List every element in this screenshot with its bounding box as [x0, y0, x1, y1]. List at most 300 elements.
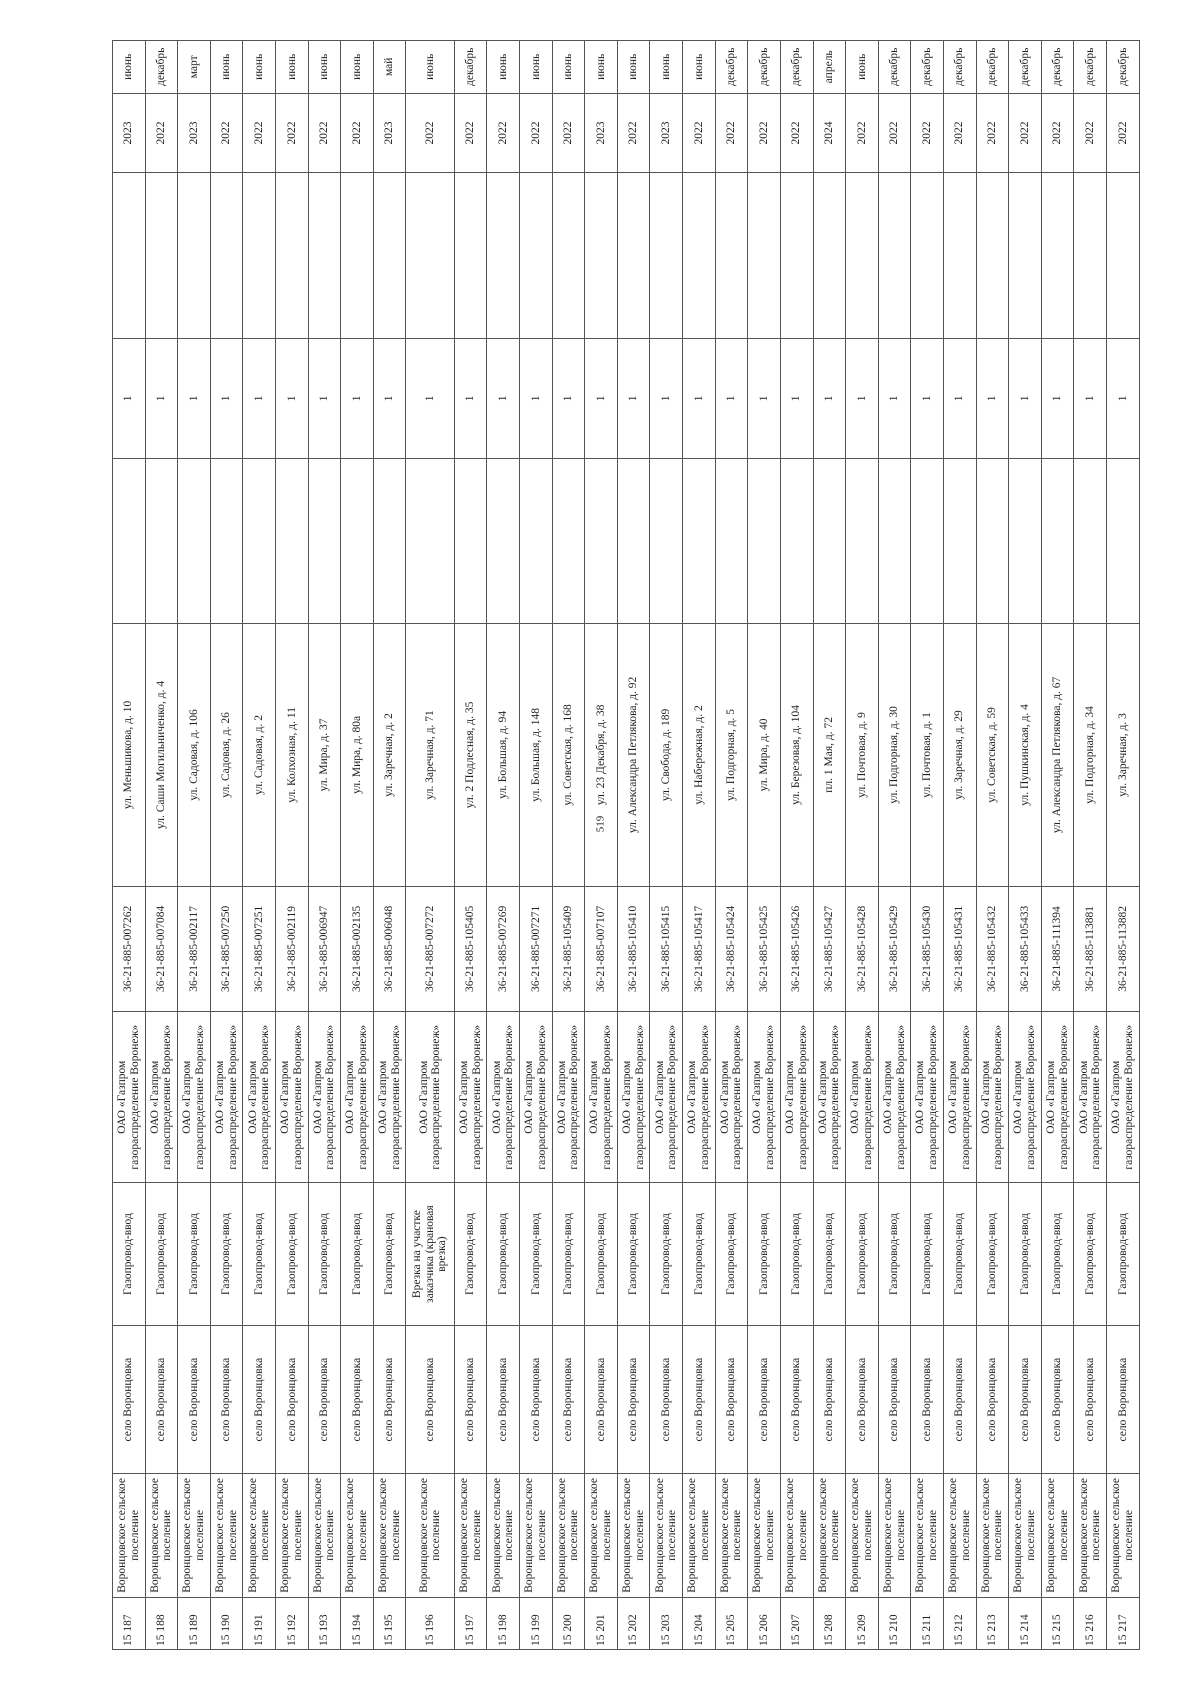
- cadastral-number-cell: 36-21-885-105417: [683, 886, 716, 1012]
- locality-cell: село Воронцовка: [341, 1325, 374, 1473]
- row-number: 15 208: [813, 1597, 846, 1649]
- empty-cell: [780, 173, 813, 338]
- quantity-cell: 1: [210, 338, 243, 458]
- month-cell: декабрь: [943, 41, 976, 94]
- owner-cell: ОАО «Газпром газораспределение Воронеж»: [243, 1012, 276, 1183]
- address-cell: ул. Садовая, д. 2: [243, 624, 276, 886]
- cadastral-number-cell: 36-21-885-105433: [1009, 886, 1042, 1012]
- locality-cell: село Воронцовка: [520, 1325, 553, 1473]
- row-number: 15 197: [454, 1597, 487, 1649]
- table-row: [178, 41, 211, 1650]
- table-row: [1009, 41, 1042, 1650]
- empty-cell: [617, 173, 650, 338]
- owner-cell: ОАО «Газпром газораспределение Воронеж»: [406, 1012, 454, 1183]
- owner-cell: ОАО «Газпром газораспределение Воронеж»: [911, 1012, 944, 1183]
- table-row: [650, 41, 683, 1650]
- municipality-cell: Воронцовское сельское поселение: [943, 1474, 976, 1597]
- object-type-cell: Газопровод-ввод: [487, 1183, 520, 1326]
- quantity-cell: 1: [308, 338, 341, 458]
- row-number: 15 191: [243, 1597, 276, 1649]
- month-cell: июнь: [683, 41, 716, 94]
- address-cell: ул. Большая, д. 94: [487, 624, 520, 886]
- object-type-cell: Газопровод-ввод: [1041, 1183, 1074, 1326]
- year-cell: 2022: [341, 93, 374, 173]
- municipality-cell: Воронцовское сельское поселение: [715, 1474, 748, 1597]
- month-cell: март: [178, 41, 211, 94]
- quantity-cell: 1: [1106, 338, 1139, 458]
- owner-cell: ОАО «Газпром газораспределение Воронеж»: [813, 1012, 846, 1183]
- quantity-cell: 1: [813, 338, 846, 458]
- owner-cell: ОАО «Газпром газораспределение Воронеж»: [780, 1012, 813, 1183]
- municipality-cell: Воронцовское сельское поселение: [145, 1474, 178, 1597]
- empty-cell: [976, 173, 1009, 338]
- empty-cell: [976, 458, 1009, 623]
- row-number: 15 202: [617, 1597, 650, 1649]
- empty-cell: [373, 173, 406, 338]
- address-cell: ул. Саши Могильниченко, д. 4: [145, 624, 178, 886]
- empty-cell: [210, 173, 243, 338]
- object-type-cell: Газопровод-ввод: [178, 1183, 211, 1326]
- row-number: 15 216: [1074, 1597, 1107, 1649]
- address-cell: ул. Колхозная, д. 11: [276, 624, 309, 886]
- month-cell: декабрь: [911, 41, 944, 94]
- address-cell: ул. Большая, д. 148: [520, 624, 553, 886]
- year-cell: 2023: [585, 93, 618, 173]
- municipality-cell: Воронцовское сельское поселение: [1074, 1474, 1107, 1597]
- year-cell: 2023: [178, 93, 211, 173]
- year-cell: 2022: [406, 93, 454, 173]
- municipality-cell: Воронцовское сельское поселение: [1106, 1474, 1139, 1597]
- year-cell: 2022: [1074, 93, 1107, 173]
- cadastral-number-cell: 36-21-885-105428: [846, 886, 879, 1012]
- quantity-cell: 1: [715, 338, 748, 458]
- row-number: 15 193: [308, 1597, 341, 1649]
- month-cell: июнь: [650, 41, 683, 94]
- locality-cell: село Воронцовка: [748, 1325, 781, 1473]
- year-cell: 2022: [276, 93, 309, 173]
- empty-cell: [341, 458, 374, 623]
- quantity-cell: 1: [748, 338, 781, 458]
- empty-cell: [715, 173, 748, 338]
- owner-cell: ОАО «Газпром газораспределение Воронеж»: [520, 1012, 553, 1183]
- cadastral-number-cell: 36-21-885-002119: [276, 886, 309, 1012]
- empty-cell: [1074, 458, 1107, 623]
- empty-cell: [780, 458, 813, 623]
- month-cell: июнь: [308, 41, 341, 94]
- object-type-cell: Газопровод-ввод: [520, 1183, 553, 1326]
- locality-cell: село Воронцовка: [617, 1325, 650, 1473]
- empty-cell: [113, 173, 146, 338]
- empty-cell: [243, 173, 276, 338]
- row-number: 15 204: [683, 1597, 716, 1649]
- address-cell: ул. Мира, д. 40: [748, 624, 781, 886]
- row-number: 15 196: [406, 1597, 454, 1649]
- month-cell: декабрь: [780, 41, 813, 94]
- owner-cell: ОАО «Газпром газораспределение Воронеж»: [1009, 1012, 1042, 1183]
- month-cell: июнь: [210, 41, 243, 94]
- row-number: 15 194: [341, 1597, 374, 1649]
- row-number: 15 212: [943, 1597, 976, 1649]
- owner-cell: ОАО «Газпром газораспределение Воронеж»: [210, 1012, 243, 1183]
- cadastral-number-cell: 36-21-885-007250: [210, 886, 243, 1012]
- address-cell: ул. Заречная, д. 29: [943, 624, 976, 886]
- municipality-cell: Воронцовское сельское поселение: [552, 1474, 585, 1597]
- object-type-cell: Газопровод-ввод: [748, 1183, 781, 1326]
- municipality-cell: Воронцовское сельское поселение: [976, 1474, 1009, 1597]
- address-cell: ул. Пушкинская, д. 4: [1009, 624, 1042, 886]
- year-cell: 2022: [145, 93, 178, 173]
- year-cell: 2022: [520, 93, 553, 173]
- locality-cell: село Воронцовка: [406, 1325, 454, 1473]
- object-type-cell: Газопровод-ввод: [243, 1183, 276, 1326]
- municipality-cell: Воронцовское сельское поселение: [585, 1474, 618, 1597]
- row-number: 15 189: [178, 1597, 211, 1649]
- table-row: [878, 41, 911, 1650]
- cadastral-number-cell: 36-21-885-007107: [585, 886, 618, 1012]
- address-cell: ул. Александра Петлякова, д. 67: [1041, 624, 1074, 886]
- empty-cell: [846, 458, 879, 623]
- year-cell: 2022: [487, 93, 520, 173]
- empty-cell: [210, 458, 243, 623]
- owner-cell: ОАО «Газпром газораспределение Воронеж»: [748, 1012, 781, 1183]
- object-type-cell: Газопровод-ввод: [1106, 1183, 1139, 1326]
- municipality-cell: Воронцовское сельское поселение: [911, 1474, 944, 1597]
- locality-cell: село Воронцовка: [683, 1325, 716, 1473]
- object-type-cell: Газопровод-ввод: [210, 1183, 243, 1326]
- row-number: 15 206: [748, 1597, 781, 1649]
- object-type-cell: Газопровод-ввод: [650, 1183, 683, 1326]
- month-cell: май: [373, 41, 406, 94]
- municipality-cell: Воронцовское сельское поселение: [406, 1474, 454, 1597]
- month-cell: декабрь: [1041, 41, 1074, 94]
- empty-cell: [878, 173, 911, 338]
- address-cell: ул. Подгорная, д. 5: [715, 624, 748, 886]
- quantity-cell: 1: [520, 338, 553, 458]
- year-cell: 2024: [813, 93, 846, 173]
- owner-cell: ОАО «Газпром газораспределение Воронеж»: [585, 1012, 618, 1183]
- month-cell: июнь: [276, 41, 309, 94]
- empty-cell: [454, 458, 487, 623]
- table-row: [813, 41, 846, 1650]
- object-type-cell: Газопровод-ввод: [1074, 1183, 1107, 1326]
- quantity-cell: 1: [878, 338, 911, 458]
- row-number: 15 214: [1009, 1597, 1042, 1649]
- empty-cell: [943, 458, 976, 623]
- table-row: [683, 41, 716, 1650]
- address-cell: ул. Мира, д. 37: [308, 624, 341, 886]
- object-type-cell: Газопровод-ввод: [1009, 1183, 1042, 1326]
- year-cell: 2022: [911, 93, 944, 173]
- year-cell: 2022: [943, 93, 976, 173]
- empty-cell: [178, 173, 211, 338]
- table-row: [373, 41, 406, 1650]
- municipality-cell: Воронцовское сельское поселение: [878, 1474, 911, 1597]
- cadastral-number-cell: 36-21-885-105426: [780, 886, 813, 1012]
- empty-cell: [308, 173, 341, 338]
- page-number: 519: [594, 815, 607, 833]
- cadastral-number-cell: 36-21-885-105409: [552, 886, 585, 1012]
- quantity-cell: 1: [552, 338, 585, 458]
- address-cell: ул. Мира, д. 80а: [341, 624, 374, 886]
- locality-cell: село Воронцовка: [878, 1325, 911, 1473]
- quantity-cell: 1: [373, 338, 406, 458]
- address-cell: ул. Садовая, д. 26: [210, 624, 243, 886]
- address-cell: ул. Набережная, д. 2: [683, 624, 716, 886]
- locality-cell: село Воронцовка: [911, 1325, 944, 1473]
- year-cell: 2022: [243, 93, 276, 173]
- cadastral-number-cell: 36-21-885-111394: [1041, 886, 1074, 1012]
- object-type-cell: Газопровод-ввод: [715, 1183, 748, 1326]
- table-row: [748, 41, 781, 1650]
- locality-cell: село Воронцовка: [976, 1325, 1009, 1473]
- municipality-cell: Воронцовское сельское поселение: [276, 1474, 309, 1597]
- month-cell: декабрь: [454, 41, 487, 94]
- table-row: [487, 41, 520, 1650]
- quantity-cell: 1: [487, 338, 520, 458]
- empty-cell: [454, 173, 487, 338]
- cadastral-number-cell: 36-21-885-105431: [943, 886, 976, 1012]
- address-cell: ул. Советская, д. 168: [552, 624, 585, 886]
- table-row: [243, 41, 276, 1650]
- empty-cell: [683, 458, 716, 623]
- owner-cell: ОАО «Газпром газораспределение Воронеж»: [341, 1012, 374, 1183]
- address-cell: ул. Александра Петлякова, д. 92: [617, 624, 650, 886]
- row-number: 15 217: [1106, 1597, 1139, 1649]
- empty-cell: [1074, 173, 1107, 338]
- year-cell: 2022: [552, 93, 585, 173]
- object-type-cell: Газопровод-ввод: [585, 1183, 618, 1326]
- locality-cell: село Воронцовка: [210, 1325, 243, 1473]
- quantity-cell: 1: [650, 338, 683, 458]
- empty-cell: [878, 458, 911, 623]
- year-cell: 2022: [748, 93, 781, 173]
- empty-cell: [911, 458, 944, 623]
- owner-cell: ОАО «Газпром газораспределение Воронеж»: [683, 1012, 716, 1183]
- address-cell: ул. Заречная, д. 2: [373, 624, 406, 886]
- locality-cell: село Воронцовка: [145, 1325, 178, 1473]
- row-number: 15 203: [650, 1597, 683, 1649]
- empty-cell: [276, 173, 309, 338]
- empty-cell: [650, 458, 683, 623]
- table-row: [715, 41, 748, 1650]
- owner-cell: ОАО «Газпром газораспределение Воронеж»: [113, 1012, 146, 1183]
- year-cell: 2022: [846, 93, 879, 173]
- empty-cell: [145, 173, 178, 338]
- cadastral-number-cell: 36-21-885-105415: [650, 886, 683, 1012]
- empty-cell: [1106, 458, 1139, 623]
- owner-cell: ОАО «Газпром газораспределение Воронеж»: [276, 1012, 309, 1183]
- month-cell: июнь: [341, 41, 374, 94]
- locality-cell: село Воронцовка: [943, 1325, 976, 1473]
- object-type-cell: Газопровод-ввод: [341, 1183, 374, 1326]
- locality-cell: село Воронцовка: [1074, 1325, 1107, 1473]
- table-row: [145, 41, 178, 1650]
- municipality-cell: Воронцовское сельское поселение: [243, 1474, 276, 1597]
- row-number: 15 201: [585, 1597, 618, 1649]
- empty-cell: [748, 173, 781, 338]
- quantity-cell: 1: [780, 338, 813, 458]
- municipality-cell: Воронцовское сельское поселение: [487, 1474, 520, 1597]
- municipality-cell: Воронцовское сельское поселение: [813, 1474, 846, 1597]
- cadastral-number-cell: 36-21-885-007269: [487, 886, 520, 1012]
- empty-cell: [520, 173, 553, 338]
- year-cell: 2022: [617, 93, 650, 173]
- quantity-cell: 1: [585, 338, 618, 458]
- locality-cell: село Воронцовка: [454, 1325, 487, 1473]
- month-cell: декабрь: [145, 41, 178, 94]
- year-cell: 2022: [1009, 93, 1042, 173]
- cadastral-number-cell: 36-21-885-007272: [406, 886, 454, 1012]
- locality-cell: село Воронцовка: [650, 1325, 683, 1473]
- quantity-cell: 1: [341, 338, 374, 458]
- object-type-cell: Газопровод-ввод: [813, 1183, 846, 1326]
- municipality-cell: Воронцовское сельское поселение: [373, 1474, 406, 1597]
- empty-cell: [650, 173, 683, 338]
- row-number: 15 210: [878, 1597, 911, 1649]
- rotated-table-wrapper: [112, 40, 1140, 1650]
- address-cell: ул. Почтовая, д. 1: [911, 624, 944, 886]
- locality-cell: село Воронцовка: [487, 1325, 520, 1473]
- municipality-cell: Воронцовское сельское поселение: [113, 1474, 146, 1597]
- empty-cell: [552, 173, 585, 338]
- empty-cell: [487, 458, 520, 623]
- year-cell: 2022: [683, 93, 716, 173]
- address-cell: ул. 23 Декабря, д. 38: [585, 624, 618, 886]
- locality-cell: село Воронцовка: [178, 1325, 211, 1473]
- locality-cell: село Воронцовка: [1106, 1325, 1139, 1473]
- empty-cell: [1041, 458, 1074, 623]
- empty-cell: [617, 458, 650, 623]
- object-type-cell: Газопровод-ввод: [878, 1183, 911, 1326]
- quantity-cell: 1: [846, 338, 879, 458]
- table-row: [454, 41, 487, 1650]
- owner-cell: ОАО «Газпром газораспределение Воронеж»: [552, 1012, 585, 1183]
- cadastral-number-cell: 36-21-885-007271: [520, 886, 553, 1012]
- row-number: 15 187: [113, 1597, 146, 1649]
- owner-cell: ОАО «Газпром газораспределение Воронеж»: [878, 1012, 911, 1183]
- year-cell: 2022: [210, 93, 243, 173]
- row-number: 15 213: [976, 1597, 1009, 1649]
- table-row: [976, 41, 1009, 1650]
- month-cell: июнь: [487, 41, 520, 94]
- row-number: 15 209: [846, 1597, 879, 1649]
- empty-cell: [552, 458, 585, 623]
- empty-cell: [406, 173, 454, 338]
- year-cell: 2022: [1041, 93, 1074, 173]
- locality-cell: село Воронцовка: [552, 1325, 585, 1473]
- table-row: [1106, 41, 1139, 1650]
- empty-cell: [487, 173, 520, 338]
- object-type-cell: Газопровод-ввод: [943, 1183, 976, 1326]
- municipality-cell: Воронцовское сельское поселение: [650, 1474, 683, 1597]
- month-cell: июнь: [617, 41, 650, 94]
- month-cell: декабрь: [878, 41, 911, 94]
- object-type-cell: Газопровод-ввод: [683, 1183, 716, 1326]
- municipality-cell: Воронцовское сельское поселение: [846, 1474, 879, 1597]
- locality-cell: село Воронцовка: [715, 1325, 748, 1473]
- owner-cell: ОАО «Газпром газораспределение Воронеж»: [373, 1012, 406, 1183]
- owner-cell: ОАО «Газпром газораспределение Воронеж»: [715, 1012, 748, 1183]
- locality-cell: село Воронцовка: [813, 1325, 846, 1473]
- quantity-cell: 1: [406, 338, 454, 458]
- cadastral-number-cell: 36-21-885-006048: [373, 886, 406, 1012]
- address-cell: ул. Садовая, д. 106: [178, 624, 211, 886]
- object-type-cell: Газопровод-ввод: [780, 1183, 813, 1326]
- month-cell: июнь: [243, 41, 276, 94]
- municipality-cell: Воронцовское сельское поселение: [454, 1474, 487, 1597]
- month-cell: июнь: [846, 41, 879, 94]
- document-sheet: [112, 40, 1140, 1650]
- table-row: [585, 41, 618, 1650]
- address-cell: ул. Заречная, д. 71: [406, 624, 454, 886]
- address-cell: ул. Березовая, д. 104: [780, 624, 813, 886]
- row-number: 15 205: [715, 1597, 748, 1649]
- empty-cell: [406, 458, 454, 623]
- year-cell: 2023: [650, 93, 683, 173]
- quantity-cell: 1: [1074, 338, 1107, 458]
- owner-cell: ОАО «Газпром газораспределение Воронеж»: [487, 1012, 520, 1183]
- cadastral-number-cell: 36-21-885-002117: [178, 886, 211, 1012]
- municipality-cell: Воронцовское сельское поселение: [341, 1474, 374, 1597]
- empty-cell: [243, 458, 276, 623]
- empty-cell: [846, 173, 879, 338]
- quantity-cell: 1: [454, 338, 487, 458]
- municipality-cell: Воронцовское сельское поселение: [308, 1474, 341, 1597]
- address-cell: ул. 2 Подлесная, д. 35: [454, 624, 487, 886]
- row-number: 15 199: [520, 1597, 553, 1649]
- owner-cell: ОАО «Газпром газораспределение Воронеж»: [650, 1012, 683, 1183]
- object-type-cell: Газопровод-ввод: [911, 1183, 944, 1326]
- quantity-cell: 1: [911, 338, 944, 458]
- cadastral-number-cell: 36-21-885-002135: [341, 886, 374, 1012]
- empty-cell: [276, 458, 309, 623]
- cadastral-number-cell: 36-21-885-007084: [145, 886, 178, 1012]
- quantity-cell: 1: [145, 338, 178, 458]
- object-type-cell: Газопровод-ввод: [308, 1183, 341, 1326]
- empty-cell: [341, 173, 374, 338]
- cadastral-number-cell: 36-21-885-105432: [976, 886, 1009, 1012]
- empty-cell: [1009, 458, 1042, 623]
- row-number: 15 195: [373, 1597, 406, 1649]
- empty-cell: [943, 173, 976, 338]
- owner-cell: ОАО «Газпром газораспределение Воронеж»: [178, 1012, 211, 1183]
- row-number: 15 215: [1041, 1597, 1074, 1649]
- year-cell: 2022: [1106, 93, 1139, 173]
- quantity-cell: 1: [976, 338, 1009, 458]
- object-type-cell: Газопровод-ввод: [552, 1183, 585, 1326]
- empty-cell: [520, 458, 553, 623]
- object-type-cell: Газопровод-ввод: [846, 1183, 879, 1326]
- month-cell: июнь: [585, 41, 618, 94]
- empty-cell: [1041, 173, 1074, 338]
- table-row: [780, 41, 813, 1650]
- empty-cell: [585, 173, 618, 338]
- month-cell: декабрь: [715, 41, 748, 94]
- empty-cell: [113, 458, 146, 623]
- address-cell: ул. Почтовая, д. 9: [846, 624, 879, 886]
- table-row: [276, 41, 309, 1650]
- cadastral-number-cell: 36-21-885-007251: [243, 886, 276, 1012]
- owner-cell: ОАО «Газпром газораспределение Воронеж»: [308, 1012, 341, 1183]
- empty-cell: [748, 458, 781, 623]
- municipality-cell: Воронцовское сельское поселение: [683, 1474, 716, 1597]
- empty-cell: [813, 173, 846, 338]
- quantity-cell: 1: [1009, 338, 1042, 458]
- empty-cell: [715, 458, 748, 623]
- object-type-cell: Газопровод-ввод: [276, 1183, 309, 1326]
- owner-cell: ОАО «Газпром газораспределение Воронеж»: [976, 1012, 1009, 1183]
- municipality-cell: Воронцовское сельское поселение: [1041, 1474, 1074, 1597]
